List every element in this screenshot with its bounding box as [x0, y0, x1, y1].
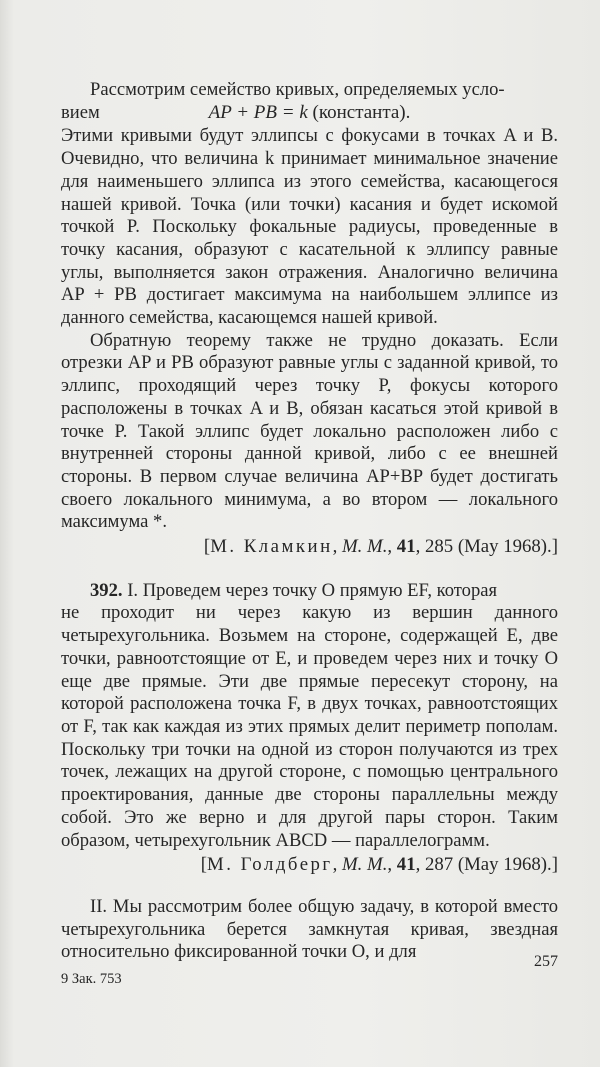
ref1-journal: M. M.	[342, 536, 388, 558]
ref1-page: 285	[424, 536, 454, 558]
page-body	[61, 79, 558, 964]
ref2-volume: 41	[396, 854, 416, 876]
formula: AP + PB = k	[208, 101, 308, 123]
paragraph-4-lead	[61, 580, 558, 603]
reference-1: [М. Кламкин, M. M., 41, 285 (May 1968).]	[203, 536, 558, 558]
page-number: 257	[534, 953, 558, 970]
ref2-date: (May 1968)	[457, 854, 548, 876]
ref2-page: 287	[424, 854, 454, 876]
ref2-author: М. Голдберг	[207, 854, 333, 876]
problem-number: 392.	[90, 579, 123, 601]
ref1-volume: 41	[396, 536, 416, 558]
paragraph-5: II. Мы рассмотрим более общую задачу, в которой вместо четырехугольника берется замкнутая кривая, звездная относительно фиксированной точки O, и для	[61, 895, 558, 963]
para1-line2	[61, 102, 558, 125]
ref1-date: (May 1968)	[457, 536, 548, 558]
paragraph-3: Обратную теорему также не трудно доказать. Если отрезки AP и PB образуют равные углы с заданной кривой, то эллипс, проходящий через точку P, фокусы которого расположены в точках A и B, обязан касаться этой кривой в точке P. Такой эллипс будет локально расположен либо с внутренней стороны данной кривой, либо с ее внешней стороны. В первом случае величина AP+BP будет достигать своего локального минимума, а во втором — локального максимума *.	[61, 329, 558, 533]
paragraph-4: не проходит ни через какую из вершин данного четырехугольника. Возьмем на стороне, содержащей E, две точки, равноотстоящие от E, и проведем через них и точку O еще две прямые. Эти две прямые пересекут сторону, на которой расположена точка F, в двух точках, равноотстоящих от F, так как каждая из этих прямых делит периметр пополам. Поскольку три точки на одной из сторон получаются из трех точек, лежащих на другой стороне, с помощью центрального проектирования, данные две стороны параллельны между собой. Это же верно и для другой пары сторон. Таким образом, четырехугольник ABCD — параллелограмм.	[61, 602, 558, 851]
paragraph-4-lead-text: I. Проведем через точку O прямую EF, которая	[127, 579, 498, 601]
ref1-author: М. Кламкин	[210, 536, 333, 558]
para1-line1: Рассмотрим семейство кривых, определяемых усло-	[90, 79, 505, 100]
ref2-journal: M. M.	[342, 854, 388, 876]
formula-note: (константа).	[312, 101, 411, 123]
paragraph-2: Этими кривыми будут эллипсы с фокусами в точках A и B. Очевидно, что величина k принимает минимальное значение для наименьшего эллипса из этого семейства, касающегося нашей кривой. Точка (или точки) касания и будет искомой точкой P. Поскольку фокальные радиусы, проведенные в точку касания, образуют с касательной к эллипсу равные углы, выполняется закон отражения. Аналогично величина AP + PB достигает максимума на наибольшем эллипсе из данного семейства, касающемся нашей кривой.	[61, 125, 558, 329]
reference-2: [М. Голдберг, M. M., 41, 287 (May 1968).]	[200, 854, 558, 876]
printer-signature: 9 Зак. 753	[61, 971, 122, 987]
para1-line2-text: вием	[61, 101, 100, 123]
